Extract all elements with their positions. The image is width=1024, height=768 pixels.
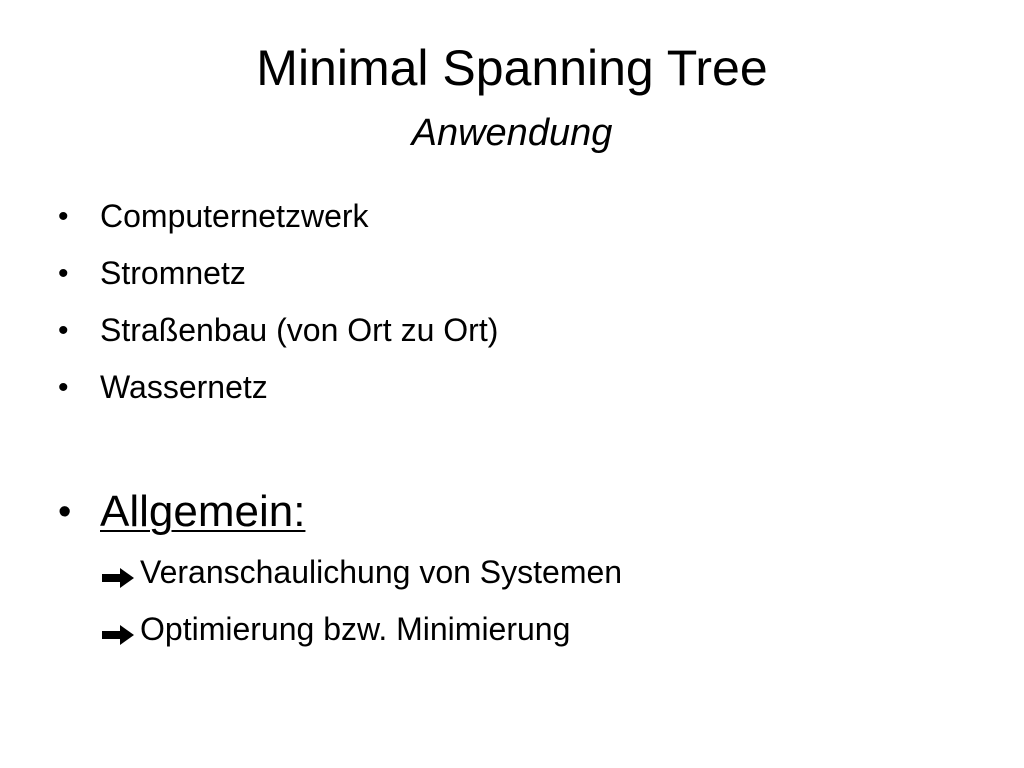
right-arrow-icon-graphic xyxy=(100,566,136,590)
right-arrow-icon-graphic xyxy=(100,623,136,647)
list-item xyxy=(58,245,498,302)
bullet-dot-icon: • xyxy=(58,256,69,290)
bullet-dot-icon: • xyxy=(58,370,69,404)
arrow-item-label: Veranschaulichung von Systemen xyxy=(140,554,623,590)
bullet-label: Wassernetz xyxy=(100,369,268,405)
bullet-label: Straßenbau (von Ort zu Ort) xyxy=(100,312,499,348)
list-item xyxy=(100,601,622,658)
general-heading-label: Allgemein: xyxy=(100,487,306,536)
list-item xyxy=(100,544,622,601)
general-section xyxy=(58,480,622,658)
general-heading xyxy=(58,480,622,544)
list-item xyxy=(58,302,498,359)
bullet-dot-icon: • xyxy=(58,491,72,533)
bullet-label: Stromnetz xyxy=(100,255,246,291)
bullet-label: Computernetzwerk xyxy=(100,198,369,234)
right-arrow-icon xyxy=(100,618,136,642)
bullet-dot-icon: • xyxy=(58,313,69,347)
bullet-dot-icon: • xyxy=(58,199,69,233)
right-arrow-icon xyxy=(100,561,136,585)
slide-subtitle: Anwendung xyxy=(411,112,613,154)
arrow-item-label: Optimierung bzw. Minimierung xyxy=(140,611,571,647)
slide-title: Minimal Spanning Tree xyxy=(256,40,768,96)
bullet-list xyxy=(58,188,498,416)
list-item xyxy=(58,188,498,245)
list-item xyxy=(58,359,498,416)
